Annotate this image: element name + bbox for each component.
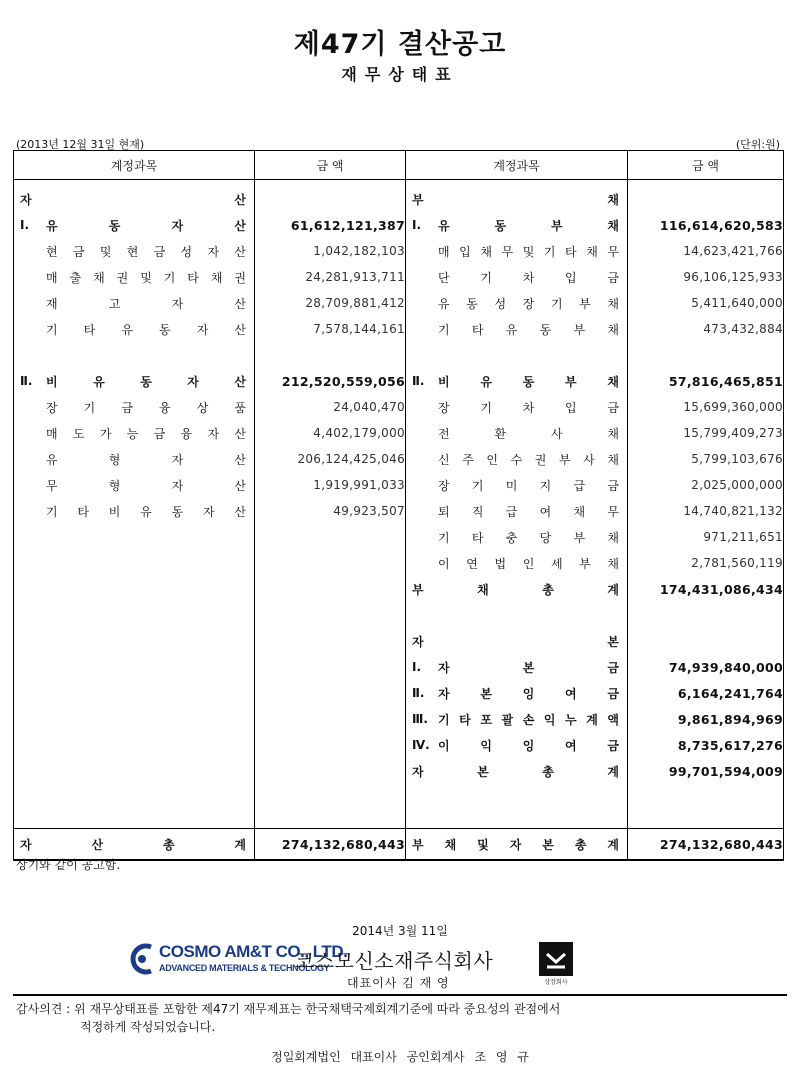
left-amount-cell: 4,402,179,000 xyxy=(255,420,406,446)
left-empty-cell xyxy=(14,524,255,550)
col-header-amount-right: 금 액 xyxy=(628,151,784,180)
empty-cell xyxy=(14,784,255,806)
left-amount-cell: 49,923,507 xyxy=(255,498,406,524)
right-subtotal-label: 부 채 및 자 본 총 계 xyxy=(412,837,619,852)
right-item-label: 기 타 유 동 부 채 xyxy=(438,322,619,337)
right-amount-cell: 15,699,360,000 xyxy=(628,394,784,420)
left-item-label: 매 도 가 능 금 융 자 산 xyxy=(46,426,246,441)
left-amount-cell: 274,132,680,443 xyxy=(255,829,406,861)
table-row xyxy=(14,524,784,550)
table-row xyxy=(14,576,784,602)
right-account-cell xyxy=(406,829,628,861)
left-empty-cell xyxy=(14,550,255,576)
table-row xyxy=(14,732,784,758)
table-row xyxy=(14,706,784,732)
right-group-label: 이 익 잉 여 금 xyxy=(438,738,619,753)
right-amount-cell xyxy=(628,628,784,654)
filler-row xyxy=(14,806,784,829)
left-amount-cell: 24,281,913,711 xyxy=(255,264,406,290)
right-amount-cell: 96,106,125,933 xyxy=(628,264,784,290)
audit-opinion-line-2: 적정하게 작성되었습니다. xyxy=(80,1020,216,1034)
left-item-label: 현 금 및 현 금 성 자 산 xyxy=(46,244,246,259)
left-group-label: 유 동 자 산 xyxy=(46,218,246,233)
right-account-cell xyxy=(406,706,628,732)
left-empty-cell xyxy=(14,706,255,732)
left-amount-cell xyxy=(255,706,406,732)
right-subtotal-label: 자 본 총 계 xyxy=(412,764,619,779)
right-amount-cell: 74,939,840,000 xyxy=(628,654,784,680)
right-section-label: 자 본 xyxy=(412,634,619,649)
left-amount-cell xyxy=(255,758,406,784)
right-account-cell xyxy=(406,316,628,342)
left-empty-cell xyxy=(14,654,255,680)
auditor-signature: 정일회계법인 대표이사 공인회계사 조 영 규 xyxy=(271,1050,529,1064)
left-amount-cell: 212,520,559,056 xyxy=(255,368,406,394)
right-account-cell xyxy=(406,264,628,290)
right-amount-cell: 9,861,894,969 xyxy=(628,706,784,732)
right-item-label: 기 타 충 당 부 채 xyxy=(438,530,619,545)
left-empty-cell xyxy=(14,732,255,758)
right-item-label: 단 기 차 입 금 xyxy=(438,270,619,285)
table-row xyxy=(14,238,784,264)
left-amount-cell xyxy=(255,602,406,628)
left-amount-cell: 7,578,144,161 xyxy=(255,316,406,342)
right-account-cell xyxy=(406,180,628,213)
left-group-label: 비 유 동 자 산 xyxy=(46,374,246,389)
table-row xyxy=(14,446,784,472)
left-account-cell xyxy=(14,290,255,316)
right-account-cell xyxy=(406,420,628,446)
left-amount-cell: 24,040,470 xyxy=(255,394,406,420)
account-number: Ⅳ. xyxy=(412,738,430,752)
right-amount-cell: 8,735,617,276 xyxy=(628,732,784,758)
grand-total-row xyxy=(14,829,784,861)
account-number: Ⅰ. xyxy=(412,218,422,232)
left-empty-cell xyxy=(14,342,255,368)
table-row xyxy=(14,758,784,784)
logo-wordmark: COSMO AM&T CO., LTD. xyxy=(159,942,348,961)
table-row xyxy=(14,368,784,394)
table-row xyxy=(14,550,784,576)
right-amount-cell: 2,025,000,000 xyxy=(628,472,784,498)
table-row xyxy=(14,628,784,654)
table-row xyxy=(14,394,784,420)
left-empty-cell xyxy=(14,628,255,654)
left-amount-cell xyxy=(255,732,406,758)
listed-company-seal xyxy=(538,942,574,986)
right-item-label: 장 기 미 지 급 금 xyxy=(438,478,619,493)
left-account-cell xyxy=(14,394,255,420)
right-account-cell xyxy=(406,498,628,524)
left-empty-cell xyxy=(14,576,255,602)
right-account-cell xyxy=(406,394,628,420)
account-number: Ⅰ. xyxy=(20,218,30,232)
table-row xyxy=(14,498,784,524)
table-header-row xyxy=(14,151,784,180)
left-amount-cell: 206,124,425,046 xyxy=(255,446,406,472)
right-amount-cell: 473,432,884 xyxy=(628,316,784,342)
left-amount-cell: 1,919,991,033 xyxy=(255,472,406,498)
company-logo xyxy=(127,940,348,980)
table-row xyxy=(14,342,784,368)
right-amount-cell: 274,132,680,443 xyxy=(628,829,784,861)
right-amount-cell: 15,799,409,273 xyxy=(628,420,784,446)
seal-label: 상장회사 xyxy=(544,979,568,986)
right-account-cell xyxy=(406,290,628,316)
logo-tagline: ADVANCED MATERIALS & TECHNOLOGY xyxy=(159,963,330,973)
right-account-cell xyxy=(406,212,628,238)
left-amount-cell: 61,612,121,387 xyxy=(255,212,406,238)
account-number: Ⅲ. xyxy=(412,712,428,726)
audit-opinion-line-1: 감사의견 : 위 재무상태표를 포함한 제47기 재무제표는 한국채택국제회계기준에 따라 중요성의 관점에서 xyxy=(16,1002,561,1016)
left-account-cell xyxy=(14,446,255,472)
right-item-label: 전 환 사 채 xyxy=(438,426,619,441)
right-item-label: 신 주 인 수 권 부 사 채 xyxy=(438,452,619,467)
right-account-cell xyxy=(406,654,628,680)
table-row xyxy=(14,316,784,342)
left-item-label: 매 출 채 권 및 기 타 채 권 xyxy=(46,270,246,285)
filler-row xyxy=(14,784,784,806)
right-item-label: 이 연 법 인 세 부 채 xyxy=(438,556,619,571)
notice-statement: 상기와 같이 공고함. xyxy=(16,858,121,872)
right-account-cell xyxy=(406,732,628,758)
right-group-label: 유 동 부 채 xyxy=(438,218,619,233)
empty-cell xyxy=(628,784,784,806)
right-empty-cell xyxy=(406,342,628,368)
right-item-label: 퇴 직 급 여 채 무 xyxy=(438,504,619,519)
seal-mark-icon xyxy=(539,942,573,976)
left-amount-cell xyxy=(255,576,406,602)
table-row xyxy=(14,264,784,290)
unit-label: (단위:원) xyxy=(735,138,780,151)
right-amount-cell: 5,411,640,000 xyxy=(628,290,784,316)
right-amount-cell: 971,211,651 xyxy=(628,524,784,550)
right-item-label: 매 입 채 무 및 기 타 채 무 xyxy=(438,244,619,259)
right-empty-cell xyxy=(406,602,628,628)
left-account-cell xyxy=(14,316,255,342)
account-number: Ⅱ. xyxy=(412,374,425,388)
table-row xyxy=(14,602,784,628)
right-account-cell xyxy=(406,368,628,394)
right-section-label: 부 채 xyxy=(412,192,619,207)
left-amount-cell xyxy=(255,550,406,576)
left-item-label: 유 형 자 산 xyxy=(46,452,246,467)
right-group-label: 비 유 동 부 채 xyxy=(438,374,619,389)
left-empty-cell xyxy=(14,758,255,784)
notice-title: 제47기 결산공고 xyxy=(293,29,507,60)
right-item-label: 장 기 차 입 금 xyxy=(438,400,619,415)
right-amount-cell: 14,623,421,766 xyxy=(628,238,784,264)
right-account-cell xyxy=(406,472,628,498)
table-row xyxy=(14,420,784,446)
right-amount-cell: 14,740,821,132 xyxy=(628,498,784,524)
left-item-label: 무 형 자 산 xyxy=(46,478,246,493)
empty-cell xyxy=(14,806,255,829)
right-account-cell xyxy=(406,628,628,654)
divider xyxy=(13,994,787,996)
left-account-cell xyxy=(14,420,255,446)
left-item-label: 재 고 자 산 xyxy=(46,296,246,311)
table-row xyxy=(14,212,784,238)
right-amount-cell: 5,799,103,676 xyxy=(628,446,784,472)
left-amount-cell xyxy=(255,628,406,654)
left-account-cell xyxy=(14,180,255,213)
right-amount-cell: 116,614,620,583 xyxy=(628,212,784,238)
left-account-cell xyxy=(14,264,255,290)
empty-cell xyxy=(255,784,406,806)
right-account-cell xyxy=(406,446,628,472)
right-amount-cell: 99,701,594,009 xyxy=(628,758,784,784)
left-amount-cell xyxy=(255,180,406,213)
left-item-label: 장 기 금 융 상 품 xyxy=(46,400,246,415)
right-account-cell xyxy=(406,550,628,576)
right-group-label: 자 본 금 xyxy=(438,660,619,675)
left-amount-cell: 1,042,182,103 xyxy=(255,238,406,264)
left-empty-cell xyxy=(14,680,255,706)
left-account-cell xyxy=(14,212,255,238)
right-amount-cell: 6,164,241,764 xyxy=(628,680,784,706)
account-number: Ⅰ. xyxy=(412,660,422,674)
left-account-cell xyxy=(14,238,255,264)
account-number: Ⅱ. xyxy=(20,374,33,388)
left-empty-cell xyxy=(14,602,255,628)
right-account-cell xyxy=(406,758,628,784)
right-subtotal-label: 부 채 총 계 xyxy=(412,582,619,597)
empty-cell xyxy=(406,806,628,829)
left-account-cell xyxy=(14,498,255,524)
left-item-label: 기 타 유 동 자 산 xyxy=(46,322,246,337)
left-account-cell xyxy=(14,368,255,394)
right-amount-cell: 2,781,560,119 xyxy=(628,550,784,576)
left-amount-cell xyxy=(255,342,406,368)
right-account-cell xyxy=(406,238,628,264)
col-header-amount-left: 금 액 xyxy=(255,151,406,180)
right-item-label: 유 동 성 장 기 부 채 xyxy=(438,296,619,311)
left-amount-cell: 28,709,881,412 xyxy=(255,290,406,316)
company-name: 코스모신소재주식회사 xyxy=(295,949,494,973)
left-section-label: 자 산 xyxy=(20,192,246,207)
left-amount-cell xyxy=(255,524,406,550)
table-row xyxy=(14,472,784,498)
right-account-cell xyxy=(406,680,628,706)
notice-date: 2014년 3월 11일 xyxy=(352,924,448,938)
cosmo-logo-icon xyxy=(127,942,157,976)
left-item-label: 기 타 비 유 동 자 산 xyxy=(46,504,246,519)
empty-cell xyxy=(255,806,406,829)
empty-cell xyxy=(406,784,628,806)
table-row xyxy=(14,290,784,316)
statement-subtitle: 재무상태표 xyxy=(341,65,459,84)
balance-sheet-table xyxy=(13,150,784,861)
right-group-label: 기 타 포 괄 손 익 누 계 액 xyxy=(438,712,619,727)
as-of-date: (2013년 12월 31일 현재) xyxy=(16,138,145,151)
ceo-name: 대표이사 김 재 영 xyxy=(347,976,450,990)
left-account-cell xyxy=(14,472,255,498)
right-account-cell xyxy=(406,576,628,602)
table-row xyxy=(14,180,784,213)
col-header-account-right: 계정과목 xyxy=(406,151,628,180)
left-amount-cell xyxy=(255,680,406,706)
col-header-account-left: 계정과목 xyxy=(14,151,255,180)
account-number: Ⅱ. xyxy=(412,686,425,700)
right-amount-cell: 174,431,086,434 xyxy=(628,576,784,602)
right-group-label: 자 본 잉 여 금 xyxy=(438,686,619,701)
right-amount-cell: 57,816,465,851 xyxy=(628,368,784,394)
right-amount-cell xyxy=(628,180,784,213)
right-amount-cell xyxy=(628,342,784,368)
right-amount-cell xyxy=(628,602,784,628)
left-subtotal-label: 자 산 총 계 xyxy=(20,837,246,852)
left-amount-cell xyxy=(255,654,406,680)
table-row xyxy=(14,654,784,680)
table-row xyxy=(14,680,784,706)
right-account-cell xyxy=(406,524,628,550)
empty-cell xyxy=(628,806,784,829)
